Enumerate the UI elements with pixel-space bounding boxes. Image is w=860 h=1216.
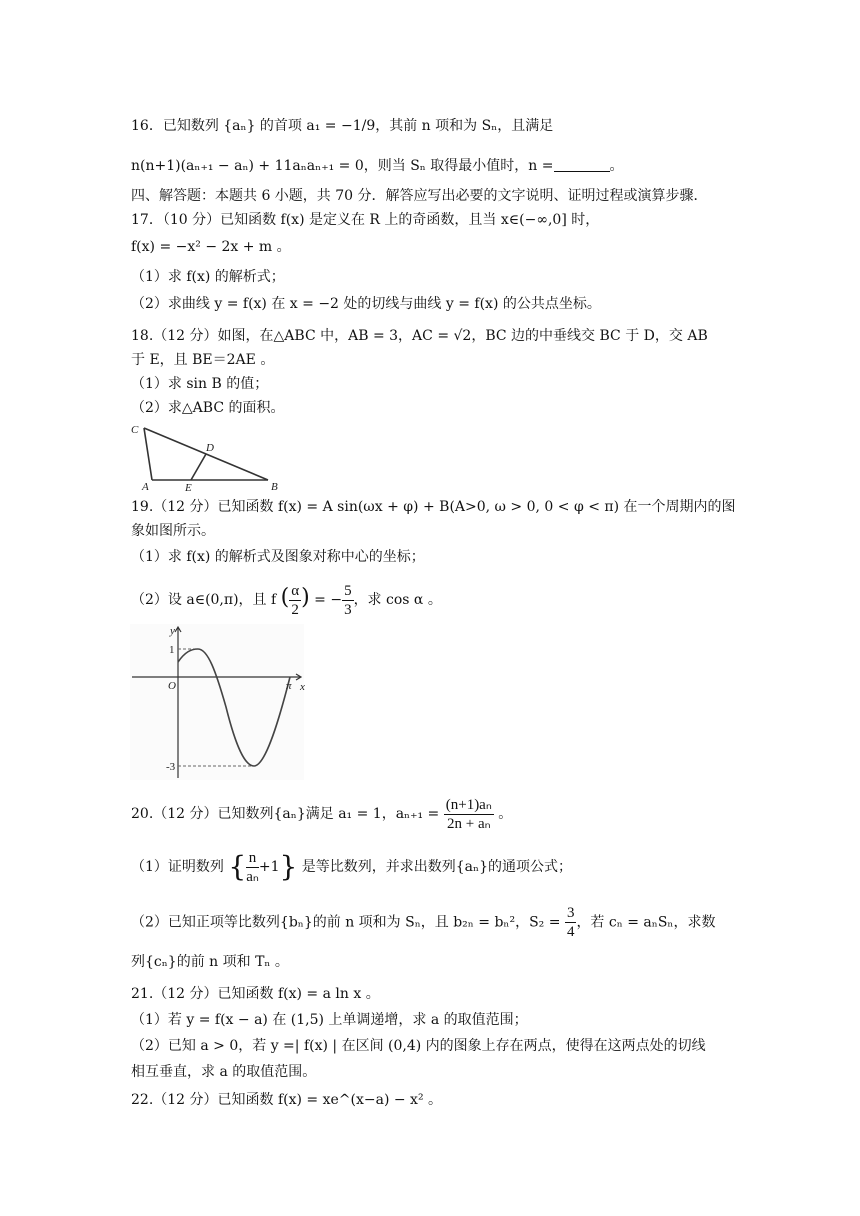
alpha-over-two: $\frac{\alpha}{2}$	[291, 582, 300, 618]
paren-open: (	[280, 585, 290, 610]
q17-text-1: 17．（10 分）已知函数 f(x) 是定义在 R 上的奇函数，且当 x∈(−∞,0] 时，	[131, 212, 600, 228]
q21-part-2	[131, 1036, 731, 1056]
q20-text-4: （2）已知正项等比数列{bₙ}的前 n 项和为 Sₙ，且 b₂ₙ = bₙ²，S₂ =	[131, 914, 561, 931]
q20-text-3: 是等比数列，并求出数列{aₙ}的通项公式；	[301, 859, 572, 875]
q16-text-2: n(n+1)(aₙ₊₁ − aₙ) + 11aₙaₙ₊₁ = 0，则当 Sₙ 取得最小值时，n =	[131, 158, 554, 174]
five-thirds: $\frac{5}{3}$	[344, 582, 352, 618]
section-4-heading	[131, 186, 731, 206]
section-4-text: 四、解答题：本题共 6 小题，共 70 分．解答应写出必要的文字说明、证明过程或演算步骤．	[131, 188, 708, 204]
q20-part-1	[131, 846, 731, 888]
q17-text-4: （2）求曲线 y = f(x) 在 x = −2 处的切线与曲线 y = f(x) 的公共点坐标。	[131, 296, 601, 312]
label-y: y	[170, 625, 175, 637]
q17-line-2	[131, 237, 731, 257]
q21-text-4: 相互垂直，求 a 的取值范围。	[131, 1064, 317, 1080]
q20-line-1	[131, 794, 731, 834]
q21-line-4	[131, 1062, 731, 1082]
q18-text-1: 18.（12 分）如图，在△ABC 中，AB = 3，AC = √2，BC 边的中垂线交 BC 于 D，交 AB	[131, 328, 708, 344]
label-e: E	[185, 482, 192, 492]
label-x: x	[300, 681, 305, 693]
q17-part-2	[131, 294, 731, 314]
q21-text-2: （1）若 y = f(x − a) 在 (1,5) 上单调递增，求 a 的取值范围；	[131, 1012, 528, 1028]
q16-line-2	[131, 156, 731, 176]
graph-background	[130, 624, 304, 780]
q19-text-4: （2）设 a∈(0,π)，且 f	[131, 592, 277, 608]
q16-text-2-end: 。	[609, 158, 624, 174]
q21-line-1	[131, 984, 731, 1004]
triangle-figure	[128, 420, 288, 492]
q20-text-2: （1）证明数列	[131, 859, 224, 875]
n-over-an: $\frac{n}{\text{aₙ}}$	[246, 849, 259, 885]
side-ca	[144, 428, 152, 480]
q18-line-1	[131, 326, 731, 346]
sine-graph-figure	[128, 622, 308, 782]
q19-part-1	[131, 547, 731, 567]
label-a: A	[142, 481, 149, 492]
q20-text-1-end: 。	[498, 806, 513, 822]
q20-recurrence-fraction: $\frac{\text{(n+1)aₙ}}{\text{2n + aₙ}}$	[445, 796, 492, 832]
label-pi: π	[286, 680, 292, 692]
q18-text-4: （2）求△ABC 的面积。	[131, 400, 285, 416]
q20-text-6: 列{cₙ}的前 n 项和 Tₙ 。	[131, 954, 289, 970]
q19-line-2	[131, 521, 731, 541]
q20-text-1: 20.（12 分）已知数列{aₙ}满足 a₁ = 1，aₙ₊₁ =	[131, 806, 440, 822]
q17-text-2: f(x) = −x² − 2x + m 。	[131, 239, 291, 255]
q19-text-1: 19.（12 分）已知函数 f(x) = A sin(ωx + φ) + B(A>0, ω > 0, 0 < φ < π) 在一个周期内的图	[131, 499, 736, 515]
brace-open: {	[228, 850, 247, 883]
brace-close: }	[279, 850, 298, 883]
q18-part-1	[131, 374, 731, 394]
q21-text-1: 21.（12 分）已知函数 f(x) = a ln x 。	[131, 986, 380, 1002]
q18-text-3: （1）求 sin B 的值；	[131, 376, 269, 392]
q21-text-3: （2）已知 a > 0，若 y =| f(x) | 在区间 (0,4) 内的图象上存在两点，使得在这两点处的切线	[131, 1038, 706, 1054]
q17-line-1	[131, 210, 731, 230]
label-origin: O	[168, 680, 176, 692]
q19-part-2	[131, 580, 731, 616]
segment-de	[191, 454, 206, 480]
q20-part-2	[131, 904, 731, 940]
q18-line-2	[131, 350, 731, 370]
q20-text-5: ，若 cₙ = aₙSₙ，求数	[576, 914, 716, 931]
q22-line-1	[131, 1090, 731, 1110]
three-quarters: $\frac{3}{4}$	[566, 905, 575, 940]
label-d: D	[206, 442, 214, 454]
q20-line-4	[131, 952, 731, 972]
q17-text-3: （1）求 f(x) 的解析式；	[131, 269, 285, 285]
paren-close: )	[301, 585, 310, 610]
q16-text-1: 16．已知数列 {aₙ} 的首项 a₁ = −1/9，其前 n 项和为 Sₙ，且满足	[131, 118, 554, 134]
q19-line-1	[131, 497, 736, 517]
q16-line-1	[131, 116, 731, 136]
q19-text-5: ，求 cos α 。	[353, 592, 442, 608]
q21-part-1	[131, 1010, 731, 1030]
q17-part-1	[131, 267, 731, 287]
answer-blank	[554, 157, 610, 172]
label-neg3: -3	[166, 761, 176, 773]
q22-text-1: 22.（12 分）已知函数 f(x) = xe^(x−a) − x² 。	[131, 1092, 443, 1108]
q19-equals: = −	[314, 592, 343, 608]
q19-text-3: （1）求 f(x) 的解析式及图象对称中心的坐标；	[131, 549, 425, 565]
label-b: B	[271, 481, 278, 492]
q19-text-2: 象如图所示。	[131, 523, 215, 539]
q18-part-2	[131, 398, 731, 418]
label-one: 1	[169, 644, 175, 656]
label-c: C	[131, 424, 139, 436]
plus-one: +1	[258, 859, 280, 875]
q18-text-2: 于 E，且 BE＝2AE 。	[131, 352, 275, 368]
